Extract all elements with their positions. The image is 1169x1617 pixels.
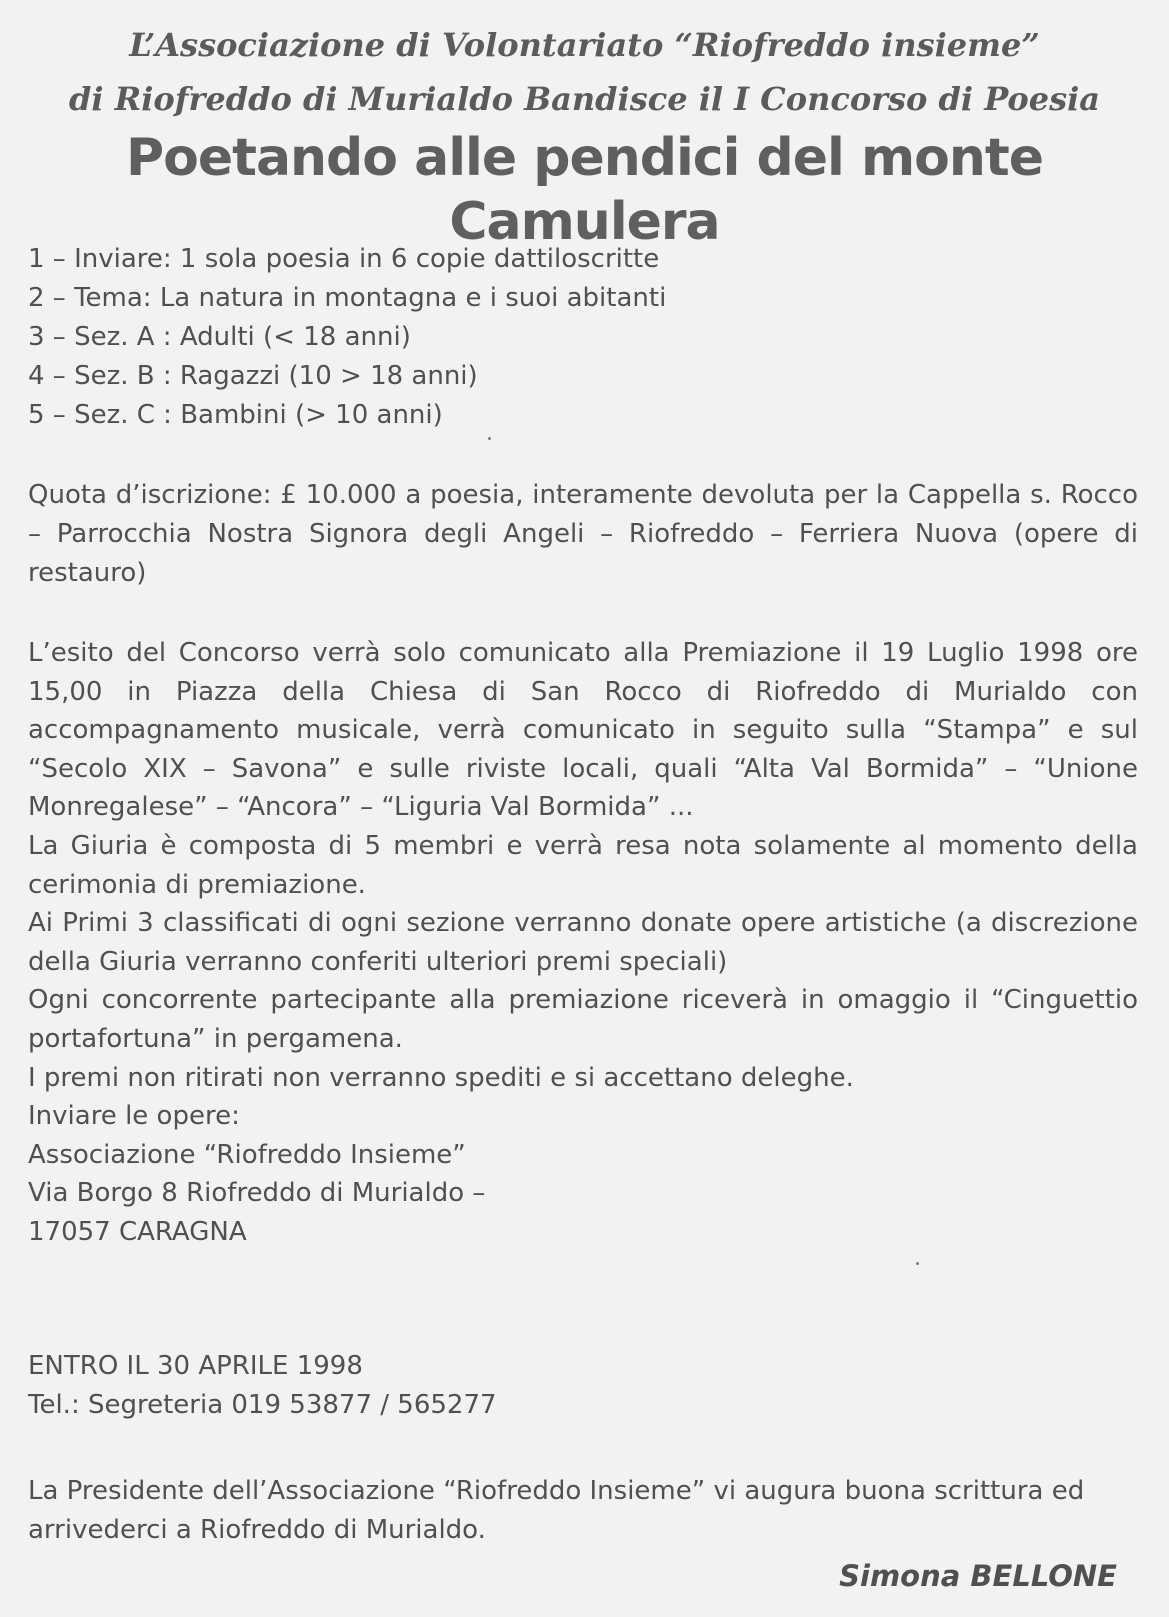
announcement-line: di Riofreddo di Murialdo Bandisce il I Concorso di Poesia — [69, 80, 1100, 118]
signature: Simona BELLONE — [839, 1559, 1117, 1593]
closing-paragraph: La Presidente dell’Associazione “Riofreddo Insieme” vi augura buona scrittura ed arrivederci a Riofreddo di Murialdo. — [28, 1476, 1085, 1545]
details-section — [28, 634, 1138, 1252]
deadline-text: ENTRO IL 30 APRILE 1998 — [28, 1351, 363, 1381]
results-paragraph: L’esito del Concorso verrà solo comunicato alla Premiazione il 19 Luglio 1998 ore 15,00 in Piazza della Chiesa di San Rocco di Riofreddo di Murialdo con accompagnamento musicale, verrà comunicato in seguito sulla “Stampa” e sul “Secolo XIX – Savona” e sulle riviste locali, quali “Alta Val Bormida” – “Unione Monregalese” – “Ancora” – “Liguria Val Bormida” ... — [28, 638, 1138, 823]
deadline-section — [28, 1347, 1138, 1425]
closing-section — [28, 1472, 1138, 1550]
rule-item: 3 – Sez. A : Adulti (< 18 anni) — [28, 322, 411, 352]
fee-paragraph: Quota d’iscrizione: £ 10.000 a poesia, interamente devoluta per la Cappella s. Rocco – Parrocchia Nostra Signora degli Angeli – Riofreddo – Ferriera Nuova (opere di restauro) — [28, 480, 1138, 588]
phone-text: Tel.: Segreteria 019 53877 / 565277 — [28, 1390, 497, 1420]
gift-paragraph: Ogni concorrente partecipante alla premiazione riceverà in omaggio il “Cinguettio portafortuna” in pergamena. — [28, 985, 1138, 1054]
scan-speck — [488, 437, 491, 440]
rule-item: 5 – Sez. C : Bambini (> 10 anni) — [28, 400, 443, 430]
prizes-paragraph: Ai Primi 3 classificati di ogni sezione verranno donate opere artistiche (a discrezione della Giuria verranno conferiti ulteriori premi speciali) — [28, 908, 1138, 977]
jury-paragraph: La Giuria è composta di 5 membri e verrà resa nota solamente al momento della cerimonia di premiazione. — [28, 830, 1138, 900]
rule-item: 1 – Inviare: 1 sola poesia in 6 copie dattiloscritte — [28, 244, 660, 274]
rule-item: 4 – Sez. B : Ragazzi (10 > 18 anni) — [28, 361, 478, 391]
rule-item: 2 – Tema: La natura in montagna e i suoi abitanti — [28, 283, 667, 313]
scan-speck — [916, 1262, 919, 1265]
collection-paragraph: I premi non ritirati non verranno spediti e si accettano deleghe. — [28, 1062, 854, 1093]
address-line: 17057 CARAGNA — [28, 1216, 247, 1247]
address-line: Associazione “Riofreddo Insieme” — [28, 1139, 466, 1170]
contest-title: Poetando alle pendici del monte Camulera — [125, 128, 1043, 252]
address-line: Via Borgo 8 Riofreddo di Murialdo – — [28, 1178, 486, 1209]
association-line: L’Associazione di Volontariato “Riofreddo insieme” — [129, 26, 1040, 64]
send-intro: Inviare le opere: — [28, 1101, 240, 1132]
header — [0, 0, 1169, 254]
rules-list — [28, 240, 1138, 435]
